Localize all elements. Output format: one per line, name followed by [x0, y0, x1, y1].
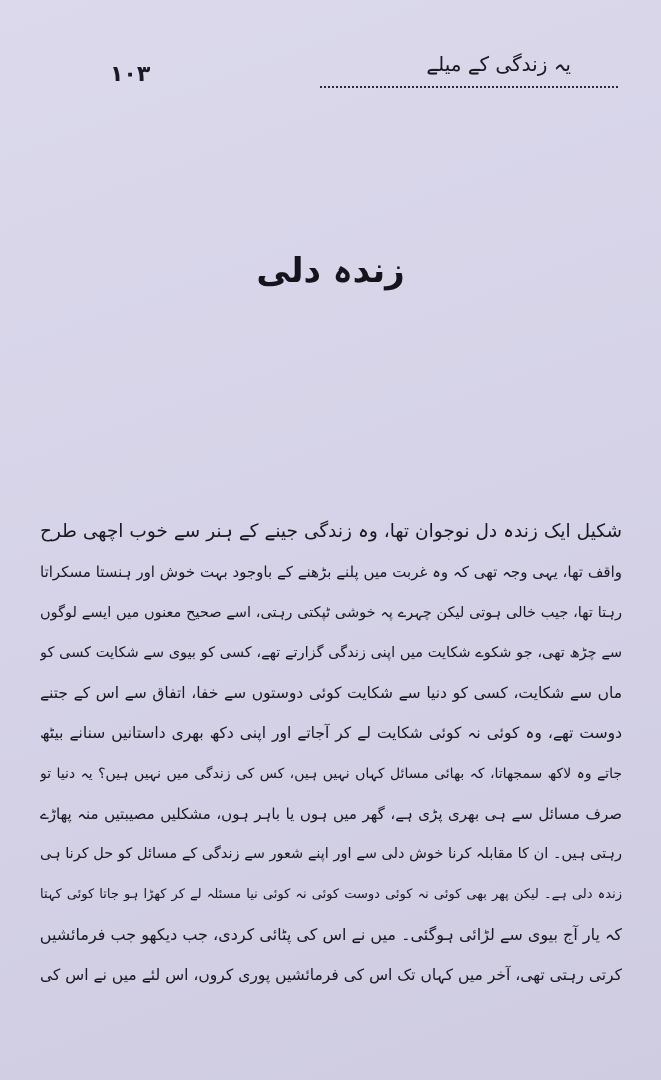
text-line: سے چڑھ تھی، جو شکوے شکایت میں اپنی زندگی گزارتے تھے، کسی کو بیوی سے شکایت کسی کو [40, 644, 622, 661]
text-line: کرتی رہتی تھی، آخر میں کہاں تک اس کی فرمائشیں پوری کروں، اس لئے میں نے اس کی [40, 966, 622, 985]
chapter-title: زندہ دلی [256, 251, 405, 291]
text-line: جاتے وہ لاکھ سمجھاتا، کہ بھائی مسائل کہاں نہیں ہیں، کس کی زندگی میں نہیں ہیں؟ یہ دنیا تو [40, 765, 622, 782]
text-line: ماں سے شکایت، کسی کو دنیا سے شکایت کوئی دوستوں سے خفا، اتفاق سے اس کے جتنے [40, 684, 622, 703]
text-line: رہتا تھا، جیب خالی ہوتی لیکن چہرے پہ خوشی ٹپکتی رہتی، اسے صحیح معنوں میں ایسے لوگوں [40, 604, 622, 621]
text-line: واقف تھا، یہی وجہ تھی کہ وہ غربت میں پلنے بڑھنے کے باوجود بہت خوش اور ہنستا مسکراتا [40, 563, 622, 582]
body-text [40, 512, 622, 996]
text-line: کہ یار آج بیوی سے لڑائی ہوگئی۔ میں نے اس کی پٹائی کردی، جب دیکھو جب فرمائشیں [40, 924, 622, 944]
text-line: شکیل ایک زندہ دل نوجوان تھا، وہ زندگی جینے کے ہنر سے خوب اچھی طرح [40, 521, 622, 542]
text-line: صرف مسائل سے ہی بھری پڑی ہے، گھر میں ہوں یا باہر ہوں، مشکلیں مصیبتیں منہ پھاڑے [40, 805, 622, 824]
page-number: ۱۰۳ [110, 62, 151, 87]
header-rule [320, 86, 618, 88]
text-line: زندہ دلی ہے۔ لیکن پھر بھی کوئی نہ کوئی دوست کوئی نہ کوئی نیا مسئلہ لے کر کھڑا ہو جاتا کوئی کہتا [40, 886, 622, 902]
text-line: رہتی ہیں۔ ان کا مقابلہ کرنا خوش دلی سے اور اپنے شعور سے زندگی کے مسائل کو حل کرنا ہی [40, 846, 622, 863]
text-line: دوست تھے، وہ کوئی نہ کوئی شکایت لے کر آجاتے اور اپنی دکھ بھری داستانیں سنانے بیٹھ [40, 724, 622, 743]
running-header: یہ زندگی کے میلے [426, 52, 571, 76]
